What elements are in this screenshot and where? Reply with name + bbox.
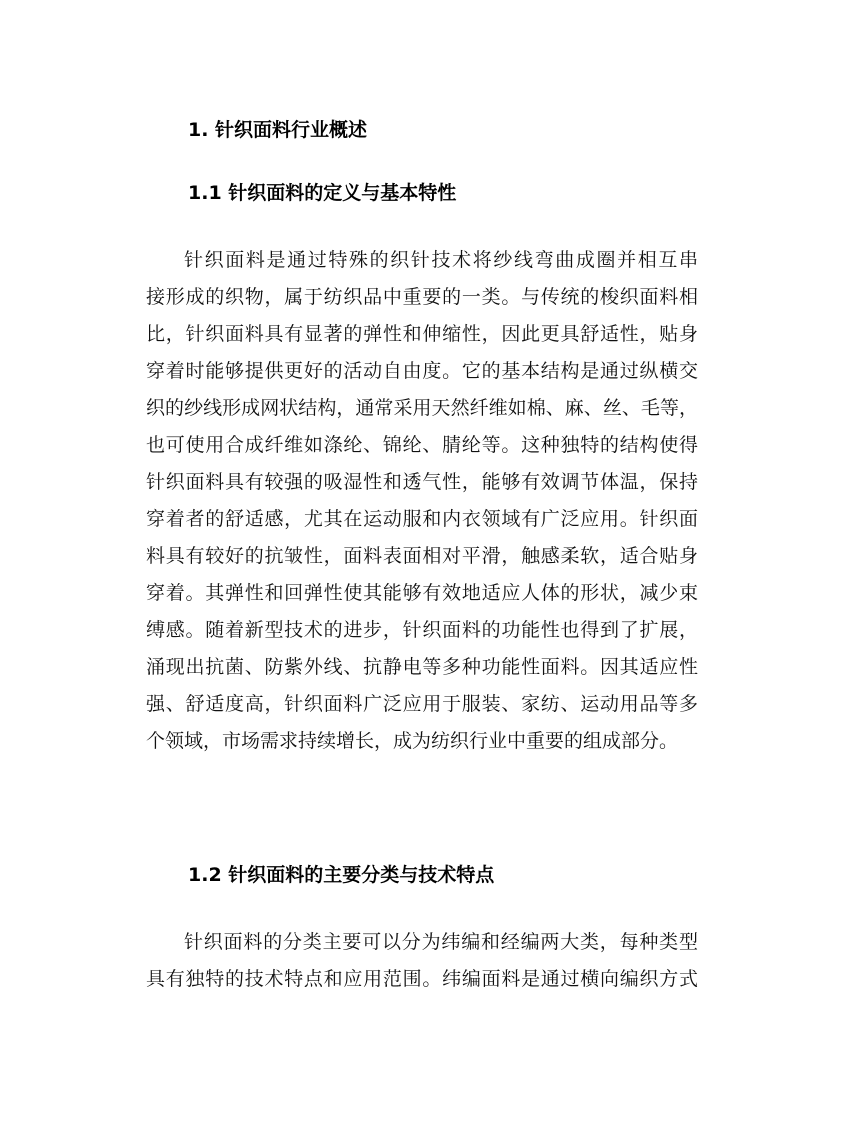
paragraph-line: 接形成的织物，属于纺织品中重要的一类。与传统的梭织面料相 <box>146 286 698 308</box>
paragraph-definition <box>146 242 698 760</box>
paragraph-line: 具有独特的技术特点和应用范围。纬编面料是通过横向编织方式 <box>146 968 698 990</box>
section-heading: 1. 针织面料行业概述 <box>188 119 368 141</box>
paragraph-line: 个领域，市场需求持续增长，成为纺织行业中重要的组成部分。 <box>146 730 679 752</box>
paragraph-line: 强、舒适度高，针织面料广泛应用于服装、家纺、运动用品等多 <box>146 693 698 715</box>
paragraph-line: 针织面料是通过特殊的织针技术将纱线弯曲成圈并相互串 <box>184 249 698 271</box>
paragraph-line: 比，针织面料具有显著的弹性和伸缩性，因此更具舒适性，贴身 <box>146 323 698 345</box>
paragraph-line: 穿着。其弹性和回弹性使其能够有效地适应人体的形状，减少束 <box>146 582 698 604</box>
paragraph-line: 织的纱线形成网状结构，通常采用天然纤维如棉、麻、丝、毛等， <box>146 397 698 419</box>
paragraph-line: 缚感。随着新型技术的进步，针织面料的功能性也得到了扩展， <box>146 619 698 641</box>
paragraph-line: 穿着时能够提供更好的活动自由度。它的基本结构是通过纵横交 <box>146 360 698 382</box>
paragraph-line: 涌现出抗菌、防紫外线、抗静电等多种功能性面料。因其适应性 <box>146 656 698 678</box>
paragraph-line: 针织面料具有较强的吸湿性和透气性，能够有效调节体温，保持 <box>146 471 698 493</box>
paragraph-line: 料具有较好的抗皱性，面料表面相对平滑，触感柔软，适合贴身 <box>146 545 698 567</box>
paragraph-classification <box>146 924 698 998</box>
subsection-heading-definition: 1.1 针织面料的定义与基本特性 <box>188 182 457 204</box>
subsection-heading-classification: 1.2 针织面料的主要分类与技术特点 <box>188 864 495 886</box>
paragraph-line: 针织面料的分类主要可以分为纬编和经编两大类，每种类型 <box>184 931 698 953</box>
paragraph-line: 穿着者的舒适感，尤其在运动服和内衣领域有广泛应用。针织面 <box>146 508 698 530</box>
paragraph-line: 也可使用合成纤维如涤纶、锦纶、腈纶等。这种独特的结构使得 <box>146 434 698 456</box>
